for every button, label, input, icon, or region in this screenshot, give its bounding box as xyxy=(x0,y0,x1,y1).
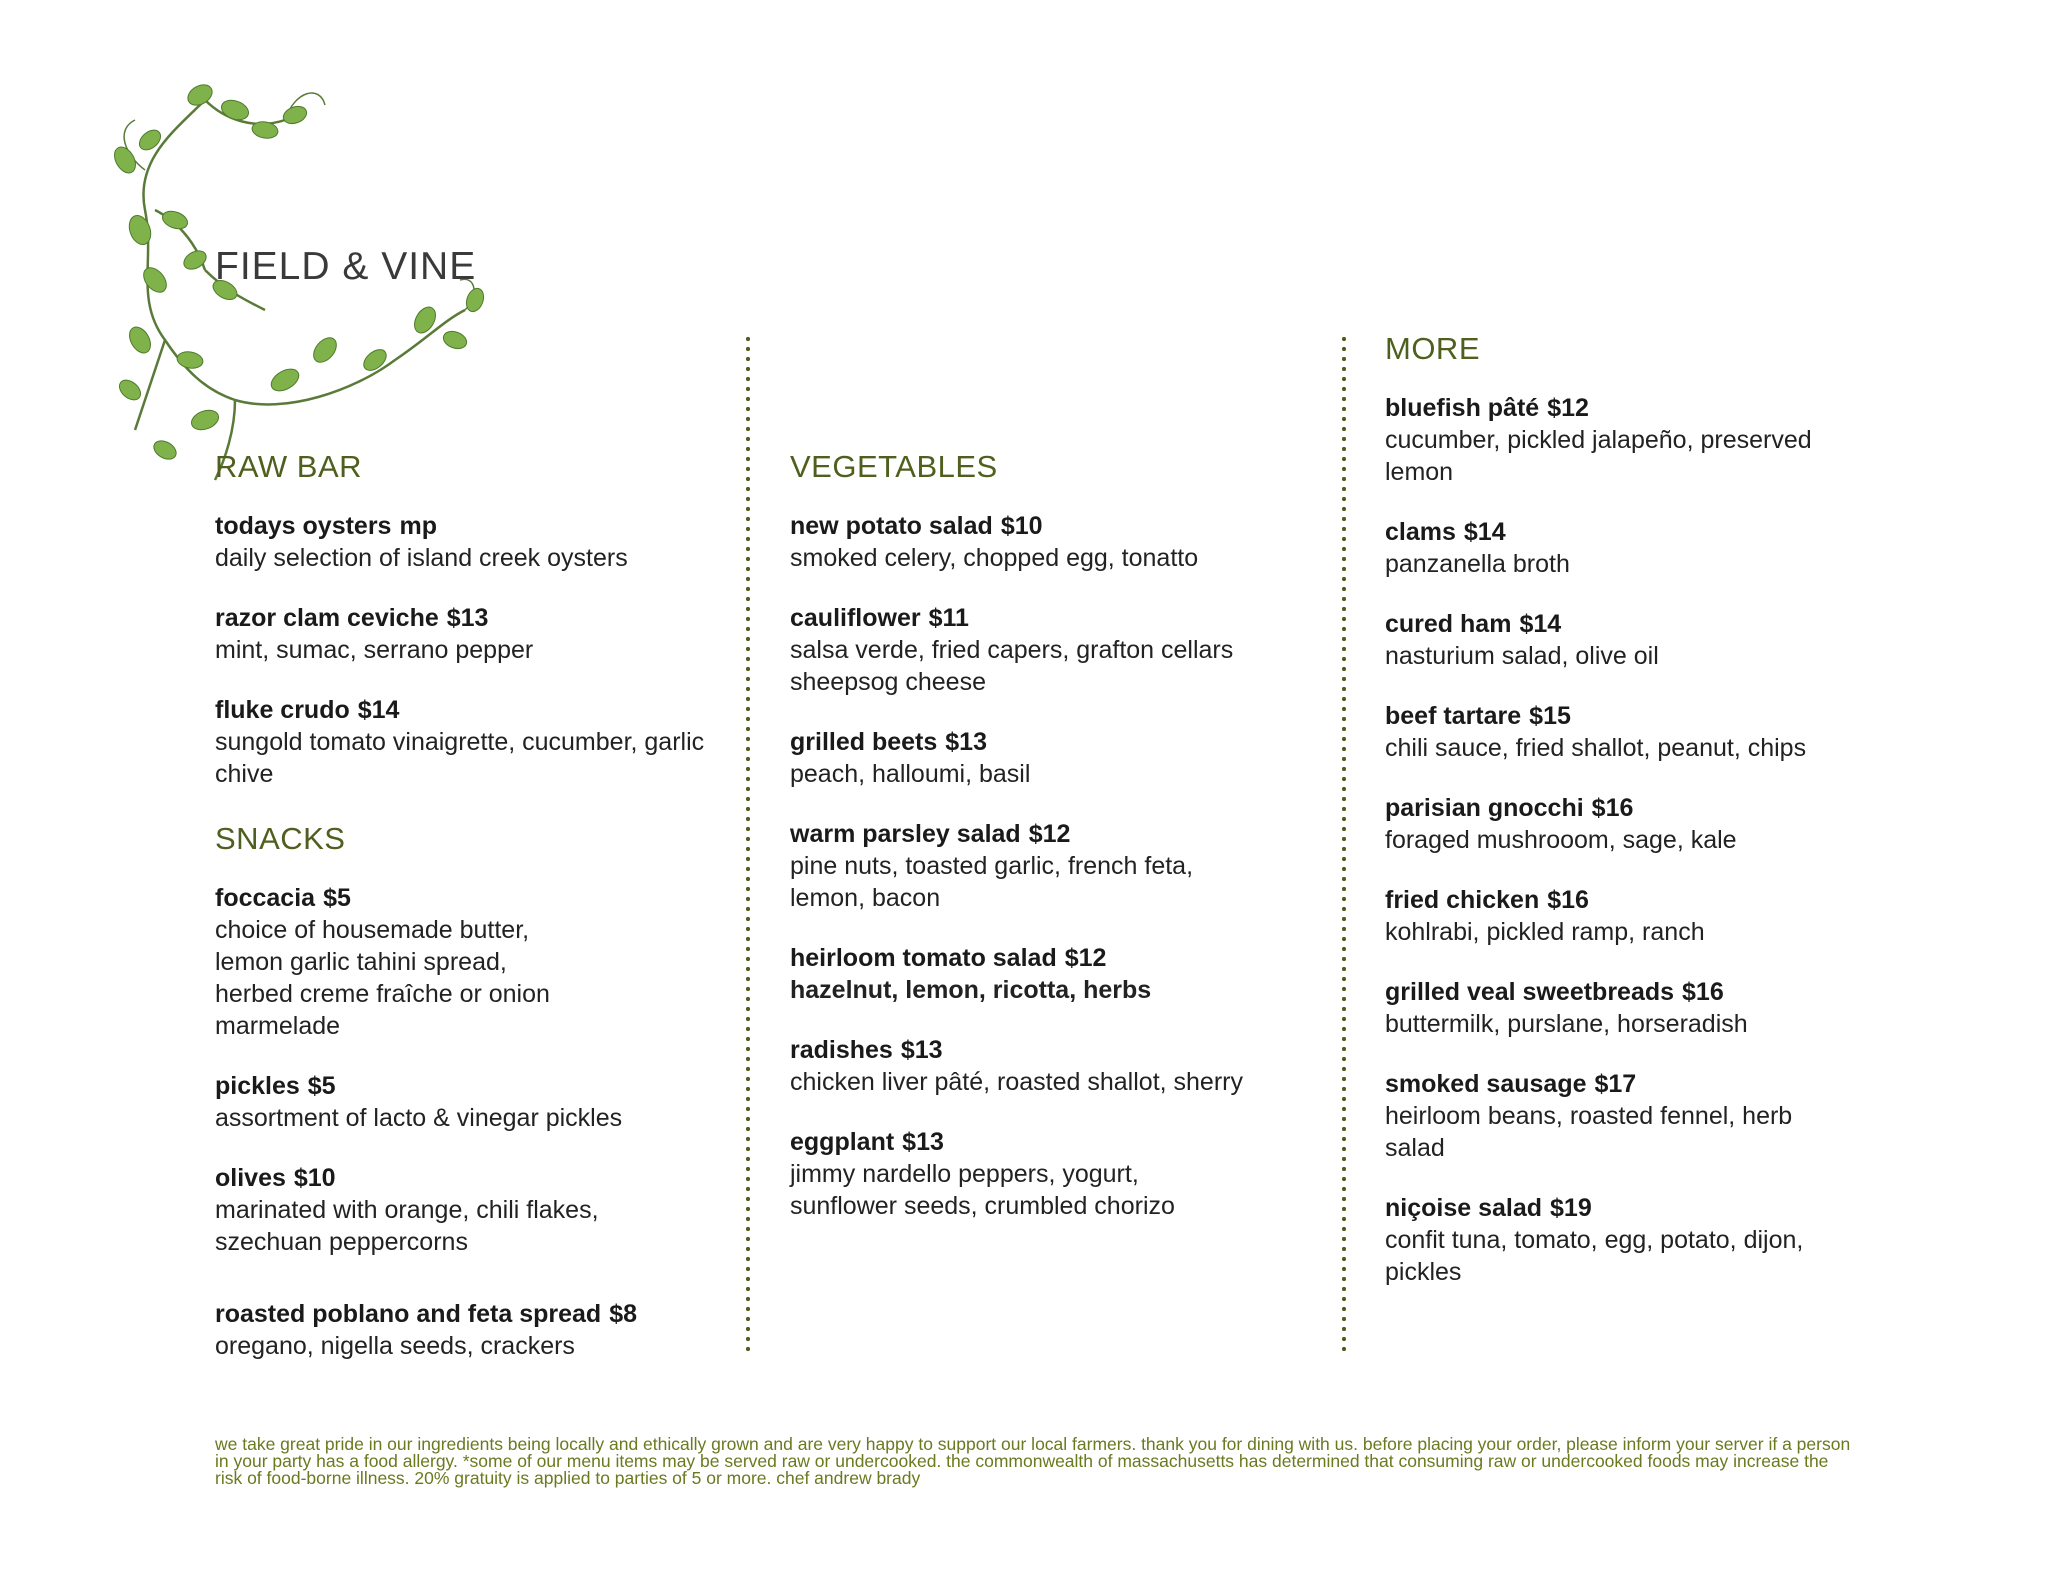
item-description: marinated with orange, chili flakes, szechuan peppercorns xyxy=(215,1196,599,1256)
item-description: hazelnut, lemon, ricotta, herbs xyxy=(790,976,1152,1004)
item-description: sungold tomato vinaigrette, cucumber, garlic chive xyxy=(215,728,705,788)
menu-column-middle xyxy=(790,448,1310,1250)
item-price: $16 xyxy=(1682,978,1724,1006)
menu-item xyxy=(215,1162,715,1258)
menu-item xyxy=(215,510,715,574)
menu-item xyxy=(790,726,1310,790)
menu-item xyxy=(1385,700,1905,764)
item-description: jimmy nardello peppers, yogurt, sunflower seeds, crumbled chorizo xyxy=(790,1160,1175,1220)
item-name: radishes xyxy=(790,1036,893,1064)
menu-item xyxy=(790,1034,1310,1098)
item-description: assortment of lacto & vinegar pickles xyxy=(215,1104,623,1132)
item-price: $15 xyxy=(1529,702,1571,730)
item-price: $12 xyxy=(1064,944,1107,972)
item-name: eggplant xyxy=(790,1128,895,1156)
item-description: salsa verde, fried capers, grafton cellars sheepsog cheese xyxy=(790,636,1234,696)
menu-item xyxy=(790,602,1310,698)
item-price: $12 xyxy=(1547,394,1589,422)
restaurant-logo-text: FIELD & VINE xyxy=(215,245,477,288)
item-price: $17 xyxy=(1594,1070,1637,1098)
menu-item xyxy=(215,1070,715,1134)
item-price: $12 xyxy=(1028,820,1071,848)
item-price: $19 xyxy=(1550,1194,1592,1222)
item-price: $5 xyxy=(307,1072,336,1100)
menu-item xyxy=(215,694,715,790)
item-name: foccacia xyxy=(215,884,316,912)
item-name: todays oysters xyxy=(215,512,392,540)
item-price: $10 xyxy=(293,1164,336,1192)
item-price: $13 xyxy=(900,1036,943,1064)
item-price: $5 xyxy=(323,884,351,912)
item-price: $16 xyxy=(1591,794,1634,822)
item-name: pickles xyxy=(215,1072,300,1100)
item-name: olives xyxy=(215,1164,286,1192)
item-name: smoked sausage xyxy=(1385,1070,1587,1098)
item-price: $13 xyxy=(902,1128,944,1156)
section-raw-bar xyxy=(215,448,715,790)
section-title: RAW BAR xyxy=(215,449,363,484)
menu-item xyxy=(790,942,1310,1006)
item-name: fluke crudo xyxy=(215,696,350,724)
item-description: nasturium salad, olive oil xyxy=(1385,642,1659,670)
item-name: roasted poblano and feta spread xyxy=(215,1300,602,1328)
item-name: grilled beets xyxy=(790,728,938,756)
item-name: parisian gnocchi xyxy=(1385,794,1584,822)
menu-item xyxy=(1385,792,1905,856)
section-title: SNACKS xyxy=(215,821,346,856)
section-snacks xyxy=(215,820,715,1362)
dotted-divider xyxy=(1342,334,1346,1354)
section-title: MORE xyxy=(1385,331,1480,366)
menu-item xyxy=(1385,884,1905,948)
menu-column-left xyxy=(215,448,715,1390)
item-name: warm parsley salad xyxy=(790,820,1021,848)
item-description: chicken liver pâté, roasted shallot, sherry xyxy=(790,1068,1243,1096)
item-description: daily selection of island creek oysters xyxy=(215,544,628,572)
item-description: pine nuts, toasted garlic, french feta, lemon, bacon xyxy=(790,852,1194,912)
item-description: foraged mushrooom, sage, kale xyxy=(1385,826,1737,854)
item-description: cucumber, pickled jalapeño, preserved lemon xyxy=(1385,426,1812,486)
footer-disclaimer: we take great pride in our ingredients being locally and ethically grown and are very happy to support our local farmers. thank you for dining with us. before placing your order, please inform your server if a person in your party has a food allergy. *some of our menu items may be served raw or undercooked. the commonwealth of massachusetts has determined that consuming raw or undercooked foods may increase the risk of food-borne illness. 20% gratuity is applied to parties of 5 or more. chef andrew brady xyxy=(215,1434,1851,1488)
item-description: mint, sumac, serrano pepper xyxy=(215,636,534,664)
item-name: heirloom tomato salad xyxy=(790,944,1057,972)
menu-item xyxy=(215,602,715,666)
menu-item xyxy=(215,1298,715,1362)
item-name: fried chicken xyxy=(1385,886,1540,914)
section-vegetables xyxy=(790,448,1310,1222)
item-name: clams xyxy=(1385,518,1456,546)
item-description: buttermilk, purslane, horseradish xyxy=(1385,1010,1748,1038)
item-price: $8 xyxy=(609,1300,637,1328)
menu-item xyxy=(1385,608,1905,672)
menu-item xyxy=(790,818,1310,914)
item-price: mp xyxy=(399,512,437,540)
item-price: $14 xyxy=(357,696,400,724)
item-name: beef tartare xyxy=(1385,702,1522,730)
menu-item xyxy=(1385,392,1905,488)
section-more xyxy=(1385,330,1905,1288)
menu-column-right xyxy=(1385,330,1905,1316)
item-description: chili sauce, fried shallot, peanut, chips xyxy=(1385,734,1807,762)
item-price: $14 xyxy=(1519,610,1562,638)
item-name: cured ham xyxy=(1385,610,1512,638)
item-description: choice of housemade butter, lemon garlic tahini spread, herbed creme fraîche or onion marmelade xyxy=(215,916,550,1040)
item-price: $13 xyxy=(945,728,987,756)
section-title: VEGETABLES xyxy=(790,449,998,484)
item-price: $16 xyxy=(1547,886,1589,914)
item-price: $11 xyxy=(928,604,969,632)
item-description: confit tuna, tomato, egg, potato, dijon, pickles xyxy=(1385,1226,1804,1286)
item-description: smoked celery, chopped egg, tonatto xyxy=(790,544,1199,572)
item-name: new potato salad xyxy=(790,512,993,540)
menu-item xyxy=(1385,976,1905,1040)
menu-item xyxy=(1385,516,1905,580)
item-name: grilled veal sweetbreads xyxy=(1385,978,1675,1006)
item-description: panzanella broth xyxy=(1385,550,1570,578)
item-price: $14 xyxy=(1463,518,1506,546)
menu-item xyxy=(1385,1192,1905,1288)
menu-item xyxy=(215,882,715,1042)
item-description: peach, halloumi, basil xyxy=(790,760,1031,788)
item-name: cauliflower xyxy=(790,604,921,632)
item-description: kohlrabi, pickled ramp, ranch xyxy=(1385,918,1705,946)
menu-item xyxy=(1385,1068,1905,1164)
item-price: $13 xyxy=(446,604,489,632)
item-description: oregano, nigella seeds, crackers xyxy=(215,1332,575,1360)
item-price: $10 xyxy=(1000,512,1043,540)
menu-item xyxy=(790,1126,1310,1222)
menu-item xyxy=(790,510,1310,574)
dotted-divider xyxy=(746,334,750,1354)
item-name: razor clam ceviche xyxy=(215,604,439,632)
item-description: heirloom beans, roasted fennel, herb salad xyxy=(1385,1102,1793,1162)
item-name: bluefish pâté xyxy=(1385,394,1540,422)
item-name: niçoise salad xyxy=(1385,1194,1543,1222)
